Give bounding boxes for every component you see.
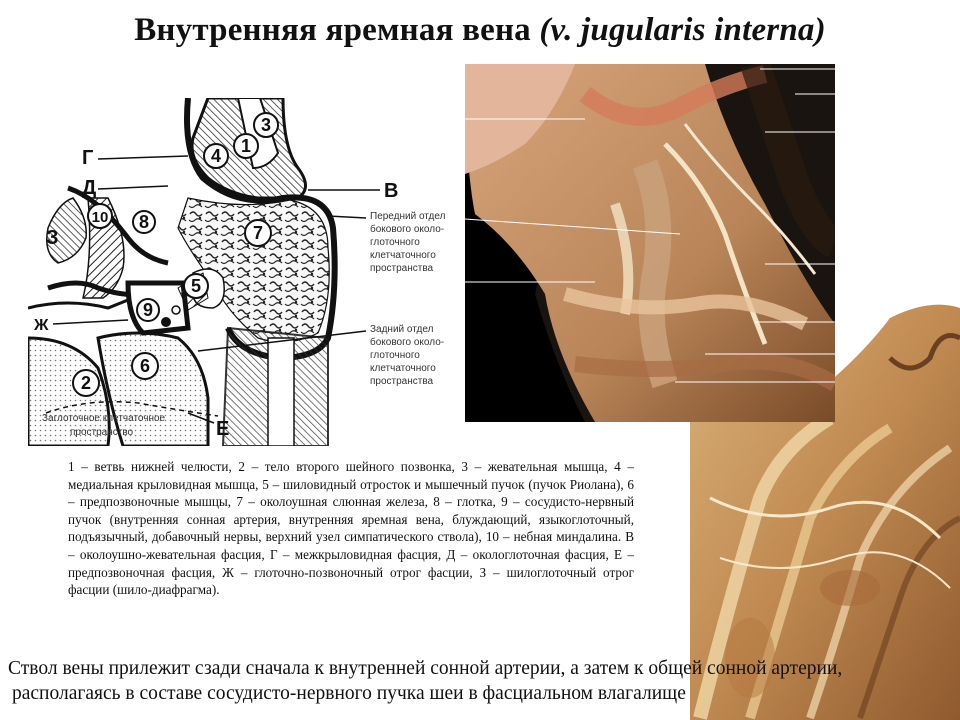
retro-label-2: пространство — [70, 427, 134, 438]
diagram-number-2: 2 — [80, 373, 92, 393]
diagram-number-4: 4 — [210, 146, 222, 166]
posterior-label-4: клетчаточного — [370, 363, 436, 374]
posterior-label-3: глоточного — [370, 350, 420, 361]
diagram-letter-z: З — [46, 227, 59, 249]
title-main: Внутренняя яремная вена — [134, 12, 531, 48]
slide-title — [0, 12, 960, 49]
diagram-number-9: 9 — [142, 300, 154, 320]
diagram-number-6: 6 — [139, 356, 151, 376]
posterior-label-1: Задний отдел — [370, 324, 434, 335]
anterior-label-2: бокового около- — [370, 224, 445, 235]
diagram-number-7: 7 — [252, 223, 264, 243]
diagram-number-10: 10 — [91, 209, 109, 226]
title-latin: (v. jugularis interna) — [539, 12, 826, 48]
diagram-number-8: 8 — [138, 212, 150, 232]
bottom-text-line-2: располагаясь в составе сосудисто-нервного пучка шеи в фасциальном влагалище — [12, 683, 686, 704]
bottom-text-line-1: Ствол вены прилежит сзади сначала к внутренней сонной артерии, а затем к общей сонной артерии, — [8, 658, 843, 679]
diagram-letter-d: Д — [82, 177, 97, 199]
anterior-label-3: глоточного — [370, 237, 420, 248]
diagram-letter-e: Е — [216, 418, 230, 440]
retro-label-1: Заглоточное клетчаточное — [42, 413, 166, 424]
diagram-letter-g: Г — [82, 147, 94, 169]
posterior-label-5: пространства — [370, 376, 434, 387]
posterior-label-2: бокового около- — [370, 337, 445, 348]
diagram-number-3: 3 — [260, 115, 272, 135]
diagram-number-5: 5 — [190, 276, 202, 296]
diagram-number-1: 1 — [240, 136, 252, 156]
anterior-label-5: пространства — [370, 263, 434, 274]
diagram-caption: 1 – ветвь нижней челюсти, 2 – тело второго шейного позвонка, 3 – жевательная мышца, 4 – медиальная крыловидная мышца, 5 – шиловидный отросток и мышечный пучок (пучок Риолана), 6 – предпозвоночные мышцы, 7 – околоушная слюнная железа, 8 – глотка, 9 – сосудисто-нервный пучок (внутренняя сонная артерия, внутренняя яремная вена, блуждающий, языкоглоточный, подъязычный, добавочный нервы, верхний узел симпатического ствола), 10 – небная миндалина. В – околоушно-жевательная фасция, Г – межкрыловидная фасция, Д – окологлоточная фасция, Е – предпозвоночная фасция, Ж – глоточно-позвоночный отрог фасции, З – шилоглоточный отрог фасции (шило-диафрагма). — [68, 459, 634, 598]
anterior-label-1: Передний отдел — [370, 211, 446, 222]
diagram-letter-zh: Ж — [34, 317, 49, 334]
diagram-letter-v: В — [384, 180, 399, 202]
anterior-label-4: клетчаточного — [370, 250, 436, 261]
neck-dissection-photo-upper — [465, 64, 835, 422]
parapharyngeal-space-diagram — [28, 98, 470, 446]
